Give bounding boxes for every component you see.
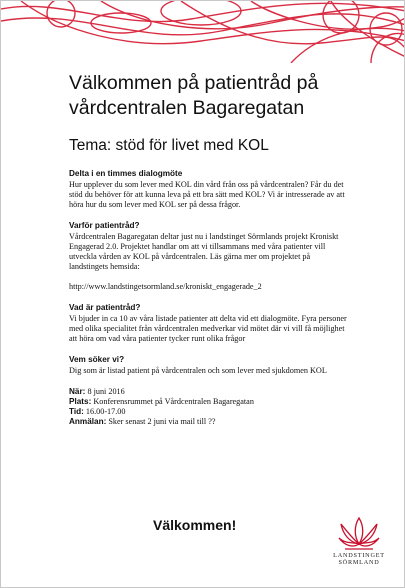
content-body bbox=[69, 169, 351, 438]
section-text: Dig som är listad patient på vårdcentralen och som lever med sjukdomen KOL bbox=[69, 366, 327, 375]
detail-label: Plats: bbox=[69, 397, 92, 406]
section-heading: Varför patientråd? bbox=[69, 221, 140, 230]
detail-label: Anmälan: bbox=[69, 417, 107, 426]
detail-signup bbox=[69, 417, 351, 427]
section-vad bbox=[69, 303, 351, 344]
detail-time bbox=[69, 407, 351, 417]
event-details bbox=[69, 387, 351, 427]
detail-value: 8 juni 2016 bbox=[87, 387, 125, 396]
section-varfor bbox=[69, 221, 351, 292]
detail-label: När: bbox=[69, 387, 86, 396]
section-vem bbox=[69, 355, 351, 376]
closing-text: Välkommen! bbox=[153, 517, 237, 533]
page-title: Välkommen på patientråd på vårdcentralen Bagaregatan bbox=[69, 72, 319, 119]
section-dialogmote bbox=[69, 169, 351, 210]
decorative-red-swirl-banner bbox=[1, 1, 405, 63]
detail-value: 16.00-17.00 bbox=[85, 407, 126, 416]
page-subtitle: Tema: stöd för livet med KOL bbox=[69, 137, 269, 154]
landstinget-sormland-logo bbox=[329, 514, 389, 580]
logo-line-1: LANDSTINGET bbox=[333, 552, 385, 559]
section-heading: Vem söker vi? bbox=[69, 355, 125, 364]
detail-label: Tid: bbox=[69, 407, 84, 416]
section-text: Vi bjuder in ca 10 av våra listade patienter att delta vid ett dialogmöte. Fyra personer med olika specialitet från vårdcentralen medverkar vid mötet där vi vill få möjlighet att höra om vad våra patienter tycker runt olika frågor bbox=[69, 314, 347, 343]
detail-value: Konferensrummet på Vårdcentralen Bagaregatan bbox=[93, 397, 254, 406]
section-text: Vårdcentralen Bagaregatan deltar just nu i landstinget Sörmlands projekt Kroniskt Engagerad 2.0. Projektet handlar om att vi tillsammans med våra patienter vill utveckla vården av KOL på vårdcentralen. Läs gärna mer om projektet på landstingets hemsida: bbox=[69, 232, 339, 271]
section-text: Hur upplever du som lever med KOL din vård från oss på vårdcentralen? Får du det stöd du behöver för att kunna leva på ett bra sätt med KOL? Vi är intresserade av att höra hur du som lever med KOL ser på dessa frågor. bbox=[69, 180, 345, 209]
detail-value: Sker senast 2 juni via mail till ?? bbox=[108, 417, 216, 426]
detail-when bbox=[69, 387, 351, 397]
section-heading: Delta i en timmes dialogmöte bbox=[69, 169, 183, 178]
project-link[interactable]: http://www.landstingetsormland.se/kroniskt_engagerade_2 bbox=[69, 282, 262, 291]
crown-flower-icon bbox=[337, 514, 381, 552]
detail-place bbox=[69, 397, 351, 407]
section-heading: Vad är patientråd? bbox=[69, 303, 141, 312]
logo-line-2: SÖRMLAND bbox=[338, 559, 380, 566]
